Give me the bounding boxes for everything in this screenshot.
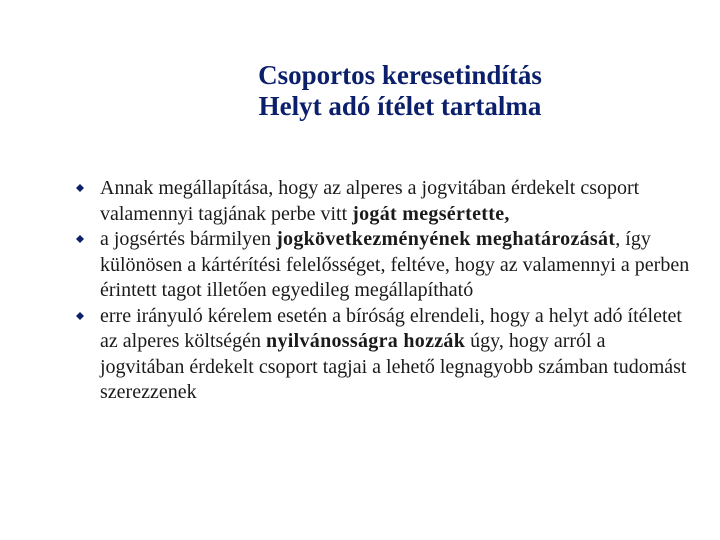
bullet-1-text: Annak megállapítása, hogy az alperes a jogvitában érdekelt csoport valamennyi tagjának perbe vitt xyxy=(100,177,640,225)
diamond-bullet-icon xyxy=(76,235,84,243)
bullet-2-emphasis: jogkövetkezményének meghatározását xyxy=(276,228,616,250)
bullet-item-2 xyxy=(70,227,690,304)
bullet-3-text-end: úgy, hogy arról a jogvitában érdekelt csoport tagjai a lehető legnagyobb számban tudomást szerezzenek xyxy=(100,330,687,403)
title-line-1: Csoportos keresetindítás xyxy=(258,60,542,90)
slide-title xyxy=(160,60,640,122)
bullet-1-emphasis: jogát megsértette, xyxy=(352,202,510,225)
bullet-3-text: erre irányuló kérelem esetén a bíróság elrendeli, hogy a helyt adó ítéletet az alperes költségén xyxy=(100,304,682,352)
bullet-3-emphasis: nyilvánosságra hozzák xyxy=(266,330,466,352)
title-line-2: Helyt adó ítélet tartalma xyxy=(258,91,542,121)
diamond-bullet-icon xyxy=(76,312,84,320)
bullet-list xyxy=(70,176,690,406)
bullet-2-text: a jogsértés bármilyen xyxy=(100,228,277,250)
bullet-item-3 xyxy=(70,304,690,406)
bullet-2-text-end: , így különösen a kártérítési felelősséget, feltéve, hogy az valamennyi a perben érintett tagot illetően egyedileg megállapítható xyxy=(100,228,690,301)
diamond-bullet-icon xyxy=(76,184,84,192)
bullet-item-1 xyxy=(70,176,690,227)
